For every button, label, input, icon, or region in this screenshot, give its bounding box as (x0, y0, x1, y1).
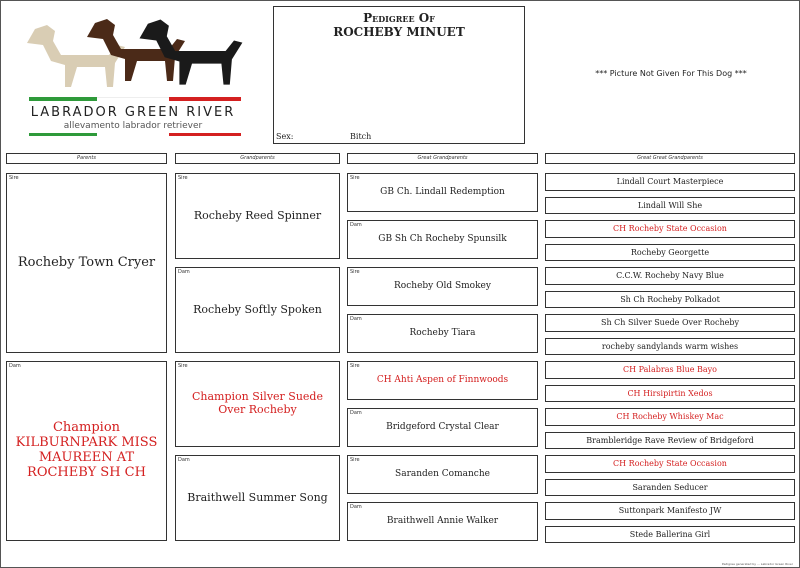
great-grandparents-box (347, 314, 538, 353)
dog-name: Rocheby Tiara (409, 328, 476, 339)
great-great-grandparents-box (545, 361, 795, 379)
dog-name: Champion KILBURNPARK MISS MAUREEN AT ROCHEBY SH CH (15, 420, 158, 480)
kennel-logo (17, 5, 249, 141)
dog-name: Rocheby Georgette (630, 247, 710, 257)
dog-name: GB Sh Ch Rocheby Spunsilk (378, 234, 507, 245)
great-grandparents-box (347, 173, 538, 212)
dog-name: Lindall Will She (637, 200, 703, 210)
role-label: Sire (350, 363, 360, 369)
grandparents-box (175, 455, 340, 541)
dog-name: CH Rocheby State Occasion (613, 459, 727, 469)
great-great-grandparents-box (545, 220, 795, 238)
footer-credit: Pedigree generated by ... Labrador Green River (721, 562, 793, 566)
great-great-grandparents-box (545, 338, 795, 356)
role-label: Sire (178, 175, 188, 181)
dog-name: Stede Ballerina Girl (629, 529, 711, 539)
dog-name: Rocheby Town Cryer (17, 254, 156, 270)
great-great-grandparents-box (545, 385, 795, 403)
role-label: Dam (178, 457, 190, 463)
flag-red-bar (169, 97, 241, 101)
kennel-tagline: allevamento labrador retriever (63, 121, 203, 131)
dog-name: Rocheby Softly Spoken (193, 302, 322, 316)
dog-name: Rocheby Reed Spinner (193, 208, 322, 222)
pedigree-title-box (273, 6, 525, 144)
grandparents-box (175, 361, 340, 447)
great-grandparents-box (347, 455, 538, 494)
great-grandparents-box (347, 267, 538, 306)
flag-red-bar-bottom (169, 133, 241, 136)
grandparents-box (175, 267, 340, 353)
three-labradors-icon (17, 5, 249, 105)
dog-name: Brambleridge Rave Review of Bridgeford (586, 435, 754, 445)
column-header-grandparents: Grandparents (175, 153, 340, 164)
dog-name: CH Hirsipirtin Xedos (627, 388, 713, 398)
dog-name: CH Rocheby Whiskey Mac (616, 412, 724, 422)
column-header-great-great-grandparents: Great Great Grandparents (545, 153, 795, 164)
dog-name: Braithwell Summer Song (187, 490, 328, 504)
dog-name: Rocheby Old Smokey (394, 281, 491, 292)
role-label: Sire (350, 457, 360, 463)
role-label: Sire (350, 269, 360, 275)
kennel-brand: LABRADOR GREEN RIVER (30, 105, 236, 120)
great-great-grandparents-box (545, 432, 795, 450)
great-great-grandparents-box (545, 244, 795, 262)
role-label: Dam (350, 504, 362, 510)
parents-box (6, 361, 167, 541)
dog-name: Suttonpark Manifesto JW (618, 506, 722, 516)
great-great-grandparents-box (545, 173, 795, 191)
dog-name: GB Ch. Lindall Redemption (380, 187, 505, 198)
great-great-grandparents-box (545, 197, 795, 215)
role-label: Sire (178, 363, 188, 369)
flag-white-bar (97, 97, 169, 101)
great-great-grandparents-box (545, 479, 795, 497)
flag-green-bar-bottom (29, 133, 97, 136)
great-great-grandparents-box (545, 502, 795, 520)
dog-name: Lindall Court Masterpiece (616, 177, 724, 187)
great-great-grandparents-box (545, 526, 795, 544)
dog-name: Saranden Comanche (395, 469, 490, 480)
great-grandparents-box (347, 361, 538, 400)
dog-name: rocheby sandylands warm wishes (601, 341, 739, 351)
role-label: Sire (9, 175, 19, 181)
dog-name: Champion Silver Suede Over Rocheby (192, 390, 323, 416)
pedigree-title-line1: Pedigree Of (363, 11, 435, 25)
sex-value: Bitch (350, 132, 372, 141)
flag-green-bar (29, 97, 97, 101)
great-great-grandparents-box (545, 408, 795, 426)
column-header-parents: Parents (6, 153, 167, 164)
no-picture-notice: *** Picture Not Given For This Dog *** (595, 69, 747, 78)
column-header-great-grandparents: Great Grandparents (347, 153, 538, 164)
dog-name: Bridgeford Crystal Clear (386, 422, 499, 433)
parents-box (6, 173, 167, 353)
great-grandparents-box (347, 502, 538, 541)
role-label: Dam (350, 222, 362, 228)
role-label: Dam (9, 363, 21, 369)
grandparents-box (175, 173, 340, 259)
great-great-grandparents-box (545, 291, 795, 309)
sex-label: Sex: (276, 132, 294, 141)
great-great-grandparents-box (545, 314, 795, 332)
role-label: Dam (350, 410, 362, 416)
dog-name: Saranden Seducer (632, 482, 708, 492)
dog-name: Sh Ch Rocheby Polkadot (620, 294, 720, 304)
dog-name: Braithwell Annie Walker (386, 516, 499, 527)
role-label: Sire (350, 175, 360, 181)
great-great-grandparents-box (545, 455, 795, 473)
great-great-grandparents-box (545, 267, 795, 285)
role-label: Dam (350, 316, 362, 322)
dog-name: Sh Ch Silver Suede Over Rocheby (600, 318, 739, 328)
dog-name: CH Palabras Blue Bayo (623, 365, 717, 375)
dog-name: C.C.W. Rocheby Navy Blue (616, 271, 724, 281)
dog-name: CH Ahti Aspen of Finnwoods (376, 375, 509, 386)
pedigree-title-dog-name: ROCHEBY MINUET (333, 25, 465, 39)
dog-name: CH Rocheby State Occasion (613, 224, 727, 234)
role-label: Dam (178, 269, 190, 275)
great-grandparents-box (347, 220, 538, 259)
great-grandparents-box (347, 408, 538, 447)
